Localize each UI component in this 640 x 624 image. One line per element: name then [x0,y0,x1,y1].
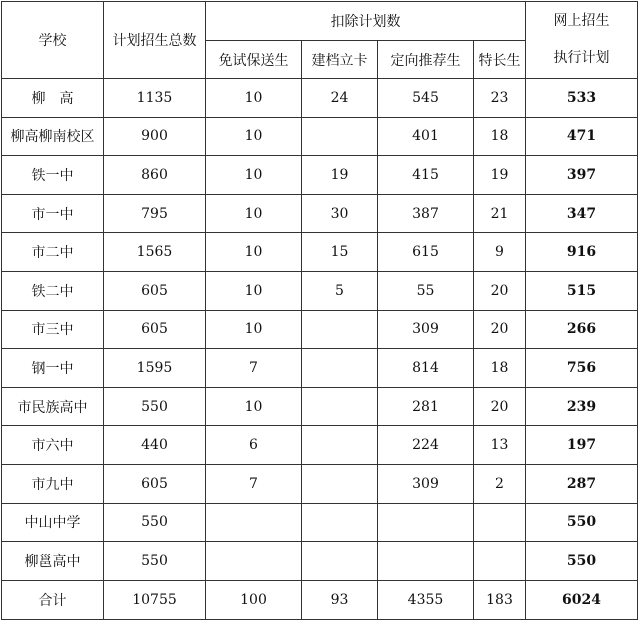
cell-school: 市二中 [2,233,104,272]
header-row-1 [2,2,638,41]
cell-archive-card [302,426,378,465]
header-deduction-group: 扣除计划数 [206,2,526,41]
cell-planned-total: 1595 [104,349,206,388]
cell-school: 柳 高 [2,79,104,118]
table-row [2,310,638,349]
cell-school: 铁一中 [2,156,104,195]
cell-archive-card [302,503,378,542]
cell-archive-card: 19 [302,156,378,195]
header-school: 学校 [2,2,104,79]
cell-special [474,503,526,542]
cell-special: 21 [474,194,526,233]
cell-planned-total: 605 [104,271,206,310]
cell-archive-card [302,542,378,581]
totals-planned: 10755 [104,580,206,619]
cell-directed: 387 [378,194,474,233]
cell-online-plan: 916 [526,233,638,272]
cell-directed: 415 [378,156,474,195]
cell-online-plan: 550 [526,542,638,581]
totals-label: 合计 [2,580,104,619]
cell-archive-card [302,310,378,349]
cell-online-plan: 347 [526,194,638,233]
cell-special: 20 [474,310,526,349]
table-row [2,542,638,581]
totals-directed: 4355 [378,580,474,619]
cell-online-plan: 239 [526,387,638,426]
cell-directed: 55 [378,271,474,310]
cell-directed [378,503,474,542]
cell-archive-card: 15 [302,233,378,272]
cell-planned-total: 860 [104,156,206,195]
cell-archive-card: 5 [302,271,378,310]
table-row [2,79,638,118]
cell-archive-card [302,464,378,503]
cell-directed: 309 [378,310,474,349]
cell-special: 13 [474,426,526,465]
cell-archive-card [302,117,378,156]
table-row [2,233,638,272]
cell-archive-card: 24 [302,79,378,118]
table-row [2,117,638,156]
cell-planned-total: 900 [104,117,206,156]
cell-school: 市一中 [2,194,104,233]
cell-directed: 224 [378,426,474,465]
cell-planned-total: 1565 [104,233,206,272]
cell-archive-card [302,349,378,388]
cell-planned-total: 605 [104,310,206,349]
cell-planned-total: 550 [104,503,206,542]
totals-archive: 93 [302,580,378,619]
cell-exempt: 10 [206,387,302,426]
table-row [2,194,638,233]
table-row [2,503,638,542]
cell-online-plan: 287 [526,464,638,503]
cell-special: 19 [474,156,526,195]
cell-special: 20 [474,271,526,310]
cell-directed: 281 [378,387,474,426]
cell-online-plan: 471 [526,117,638,156]
header-online-plan [526,2,638,79]
cell-exempt: 7 [206,464,302,503]
cell-special: 18 [474,349,526,388]
header-directed: 定向推荐生 [378,41,474,79]
cell-exempt [206,542,302,581]
cell-archive-card: 30 [302,194,378,233]
table-row [2,349,638,388]
cell-exempt [206,503,302,542]
cell-online-plan: 550 [526,503,638,542]
cell-school: 中山中学 [2,503,104,542]
cell-exempt: 10 [206,233,302,272]
cell-planned-total: 1135 [104,79,206,118]
header-archive-card: 建档立卡 [302,41,378,79]
table-row [2,387,638,426]
cell-exempt: 10 [206,79,302,118]
cell-special: 2 [474,464,526,503]
cell-school: 柳高柳南校区 [2,117,104,156]
totals-special: 183 [474,580,526,619]
cell-online-plan: 197 [526,426,638,465]
cell-school: 铁二中 [2,271,104,310]
cell-special: 23 [474,79,526,118]
header-special: 特长生 [474,41,526,79]
cell-exempt: 6 [206,426,302,465]
totals-online: 6024 [526,580,638,619]
cell-planned-total: 440 [104,426,206,465]
cell-online-plan: 266 [526,310,638,349]
cell-school: 柳邕高中 [2,542,104,581]
table-body [2,79,638,581]
table-row [2,464,638,503]
table-row [2,426,638,465]
cell-planned-total: 550 [104,387,206,426]
cell-online-plan: 397 [526,156,638,195]
cell-directed [378,542,474,581]
table-row [2,156,638,195]
header-online-line1: 网上招生 [553,13,610,29]
cell-planned-total: 795 [104,194,206,233]
cell-directed: 615 [378,233,474,272]
cell-special: 20 [474,387,526,426]
enrollment-plan-table [1,1,638,620]
cell-online-plan: 515 [526,271,638,310]
cell-school: 市民族高中 [2,387,104,426]
cell-directed: 401 [378,117,474,156]
cell-school: 钢一中 [2,349,104,388]
header-planned-total: 计划招生总数 [104,2,206,79]
cell-online-plan: 756 [526,349,638,388]
cell-directed: 814 [378,349,474,388]
cell-archive-card [302,387,378,426]
cell-special: 18 [474,117,526,156]
cell-exempt: 7 [206,349,302,388]
cell-special [474,542,526,581]
header-exempt: 免试保送生 [206,41,302,79]
table-row [2,271,638,310]
cell-online-plan: 533 [526,79,638,118]
cell-school: 市三中 [2,310,104,349]
cell-exempt: 10 [206,310,302,349]
cell-exempt: 10 [206,194,302,233]
cell-special: 9 [474,233,526,272]
cell-exempt: 10 [206,117,302,156]
totals-row [2,580,638,619]
cell-planned-total: 605 [104,464,206,503]
cell-directed: 309 [378,464,474,503]
cell-exempt: 10 [206,156,302,195]
cell-exempt: 10 [206,271,302,310]
cell-school: 市六中 [2,426,104,465]
cell-planned-total: 550 [104,542,206,581]
header-online-line2: 执行计划 [553,50,610,66]
cell-school: 市九中 [2,464,104,503]
totals-exempt: 100 [206,580,302,619]
cell-directed: 545 [378,79,474,118]
